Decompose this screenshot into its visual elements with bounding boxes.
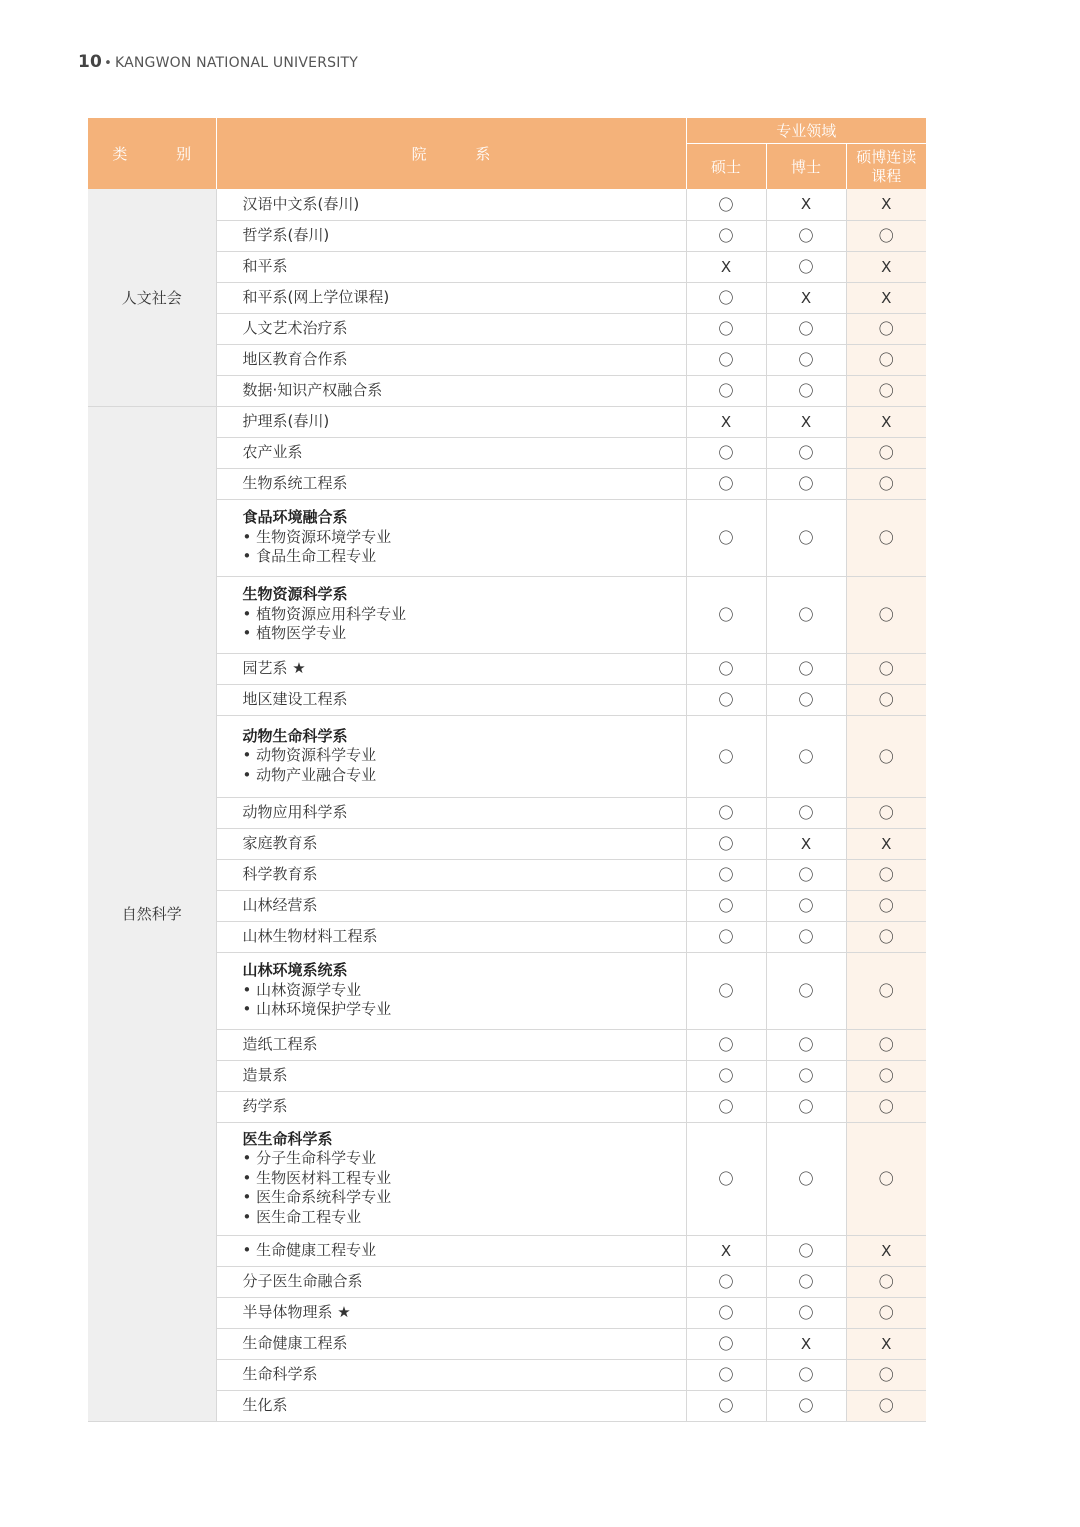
master-mark: 〇 [686,468,766,499]
department-cell: 山林生物材料工程系 [216,921,686,952]
header-doctor: 博士 [766,144,846,190]
master-mark: 〇 [686,375,766,406]
doctor-mark: 〇 [766,684,846,715]
major-item: • 生物医材料工程专业 [242,1168,392,1187]
department-cell: 护理系(春川) [216,406,686,437]
combined-mark: X [846,189,926,220]
combined-mark: 〇 [846,653,926,684]
table-row [88,406,926,437]
doctor-mark: 〇 [766,1091,846,1122]
department-name: 食品环境融合系 [242,508,348,527]
header-master: 硕士 [686,144,766,190]
doctor-mark: 〇 [766,1266,846,1297]
department-cell: 家庭教育系 [216,828,686,859]
combined-mark: 〇 [846,952,926,1029]
department-cell: 园艺系 ★ [216,653,686,684]
combined-mark: X [846,282,926,313]
department-cell: 生物系统工程系 [216,468,686,499]
doctor-mark: X [766,828,846,859]
department-cell: 造纸工程系 [216,1029,686,1060]
master-mark: X [686,251,766,282]
department-name: 医生命科学系 [242,1129,333,1148]
combined-mark: 〇 [846,437,926,468]
combined-mark: X [846,1328,926,1359]
master-mark: 〇 [686,499,766,576]
master-mark: 〇 [686,576,766,653]
doctor-mark: 〇 [766,313,846,344]
table-body [88,189,926,1421]
master-mark: 〇 [686,828,766,859]
combined-mark: X [846,828,926,859]
master-mark: 〇 [686,653,766,684]
combined-mark: 〇 [846,1091,926,1122]
department-name: 山林环境系统系 [242,961,348,980]
department-cell [216,499,686,576]
major-item: • 植物医学专业 [242,624,347,643]
master-mark: 〇 [686,313,766,344]
doctor-mark: 〇 [766,1122,846,1235]
department-cell: 山林经营系 [216,890,686,921]
doctor-mark: 〇 [766,251,846,282]
department-cell: • 生命健康工程专业 [216,1235,686,1266]
combined-mark: 〇 [846,684,926,715]
combined-mark: 〇 [846,1122,926,1235]
department-name: 动物生命科学系 [242,726,348,745]
master-mark: 〇 [686,1359,766,1390]
department-cell: 药学系 [216,1091,686,1122]
department-cell: 生命健康工程系 [216,1328,686,1359]
program-table [88,118,926,1422]
combined-mark: 〇 [846,576,926,653]
combined-mark: 〇 [846,1029,926,1060]
doctor-mark: X [766,189,846,220]
master-mark: 〇 [686,437,766,468]
doctor-mark: 〇 [766,576,846,653]
master-mark: 〇 [686,890,766,921]
department-cell: 科学教育系 [216,859,686,890]
department-cell: 生化系 [216,1390,686,1421]
master-mark: 〇 [686,715,766,797]
combined-mark: 〇 [846,468,926,499]
department-cell: 动物应用科学系 [216,797,686,828]
combined-mark: 〇 [846,921,926,952]
department-cell: 半导体物理系 ★ [216,1297,686,1328]
master-mark: 〇 [686,1297,766,1328]
master-mark: 〇 [686,344,766,375]
department-cell: 和平系 [216,251,686,282]
doctor-mark: 〇 [766,1390,846,1421]
master-mark: 〇 [686,1029,766,1060]
major-item: • 医生命系统科学专业 [242,1188,392,1207]
combined-mark: 〇 [846,1060,926,1091]
doctor-mark: 〇 [766,1060,846,1091]
doctor-mark: 〇 [766,715,846,797]
combined-mark: 〇 [846,220,926,251]
doctor-mark: 〇 [766,797,846,828]
combined-mark: 〇 [846,375,926,406]
university-name: KANGWON NATIONAL UNIVERSITY [114,55,359,71]
master-mark: 〇 [686,952,766,1029]
department-cell [216,1122,686,1235]
doctor-mark: 〇 [766,468,846,499]
major-item: • 医生命工程专业 [242,1207,362,1226]
combined-mark: 〇 [846,859,926,890]
combined-mark: 〇 [846,1297,926,1328]
combined-mark: 〇 [846,313,926,344]
department-cell: 生命科学系 [216,1359,686,1390]
master-mark: 〇 [686,1328,766,1359]
department-cell: 汉语中文系(春川) [216,189,686,220]
department-name: 生物资源科学系 [242,585,348,604]
major-item: • 生物资源环境学专业 [242,527,392,546]
doctor-mark: 〇 [766,1359,846,1390]
doctor-mark: 〇 [766,859,846,890]
master-mark: 〇 [686,684,766,715]
header-combined: 硕博连读课程 [846,144,926,190]
doctor-mark: 〇 [766,1235,846,1266]
department-cell [216,952,686,1029]
header-separator: • [104,56,112,71]
master-mark: 〇 [686,1266,766,1297]
master-mark: 〇 [686,189,766,220]
department-cell: 哲学系(春川) [216,220,686,251]
department-cell: 分子医生命融合系 [216,1266,686,1297]
combined-mark: X [846,251,926,282]
page-header [78,52,358,72]
doctor-mark: 〇 [766,653,846,684]
doctor-mark: 〇 [766,220,846,251]
category-cell: 人文社会 [88,189,216,406]
table-row [88,189,926,220]
doctor-mark: 〇 [766,921,846,952]
combined-mark: 〇 [846,1390,926,1421]
master-mark: 〇 [686,797,766,828]
master-mark: 〇 [686,1390,766,1421]
combined-mark: X [846,406,926,437]
master-mark: 〇 [686,859,766,890]
major-item: • 分子生命科学专业 [242,1149,377,1168]
major-item: • 动物资源科学专业 [242,746,377,765]
master-mark: 〇 [686,1091,766,1122]
doctor-mark: 〇 [766,344,846,375]
department-cell: 地区教育合作系 [216,344,686,375]
master-mark: 〇 [686,1060,766,1091]
doctor-mark: 〇 [766,375,846,406]
department-cell: 人文艺术治疗系 [216,313,686,344]
page-number: 10 [78,52,103,72]
category-cell: 自然科学 [88,406,216,1421]
master-mark: X [686,1235,766,1266]
combined-mark: 〇 [846,344,926,375]
department-cell: 农产业系 [216,437,686,468]
major-item: • 山林资源学专业 [242,980,362,999]
department-cell [216,715,686,797]
header-field: 专业领域 [686,118,926,144]
combined-mark: 〇 [846,1266,926,1297]
major-item: • 植物资源应用科学专业 [242,604,407,623]
combined-mark: 〇 [846,797,926,828]
department-cell: 数据·知识产权融合系 [216,375,686,406]
major-item: • 动物产业融合专业 [242,765,377,784]
major-item: • 山林环境保护学专业 [242,1000,392,1019]
doctor-mark: 〇 [766,499,846,576]
combined-mark: 〇 [846,890,926,921]
header-department: 院 系 [216,118,686,189]
header-category: 类 别 [88,118,216,189]
master-mark: 〇 [686,1122,766,1235]
doctor-mark: X [766,282,846,313]
doctor-mark: 〇 [766,952,846,1029]
doctor-mark: X [766,1328,846,1359]
master-mark: 〇 [686,921,766,952]
master-mark: 〇 [686,282,766,313]
master-mark: 〇 [686,220,766,251]
major-item: • 食品生命工程专业 [242,547,377,566]
combined-mark: 〇 [846,1359,926,1390]
doctor-mark: 〇 [766,1297,846,1328]
department-cell [216,576,686,653]
master-mark: X [686,406,766,437]
doctor-mark: 〇 [766,437,846,468]
combined-mark: 〇 [846,499,926,576]
combined-mark: X [846,1235,926,1266]
department-cell: 和平系(网上学位课程) [216,282,686,313]
doctor-mark: 〇 [766,890,846,921]
doctor-mark: X [766,406,846,437]
doctor-mark: 〇 [766,1029,846,1060]
combined-mark: 〇 [846,715,926,797]
department-cell: 造景系 [216,1060,686,1091]
department-cell: 地区建设工程系 [216,684,686,715]
